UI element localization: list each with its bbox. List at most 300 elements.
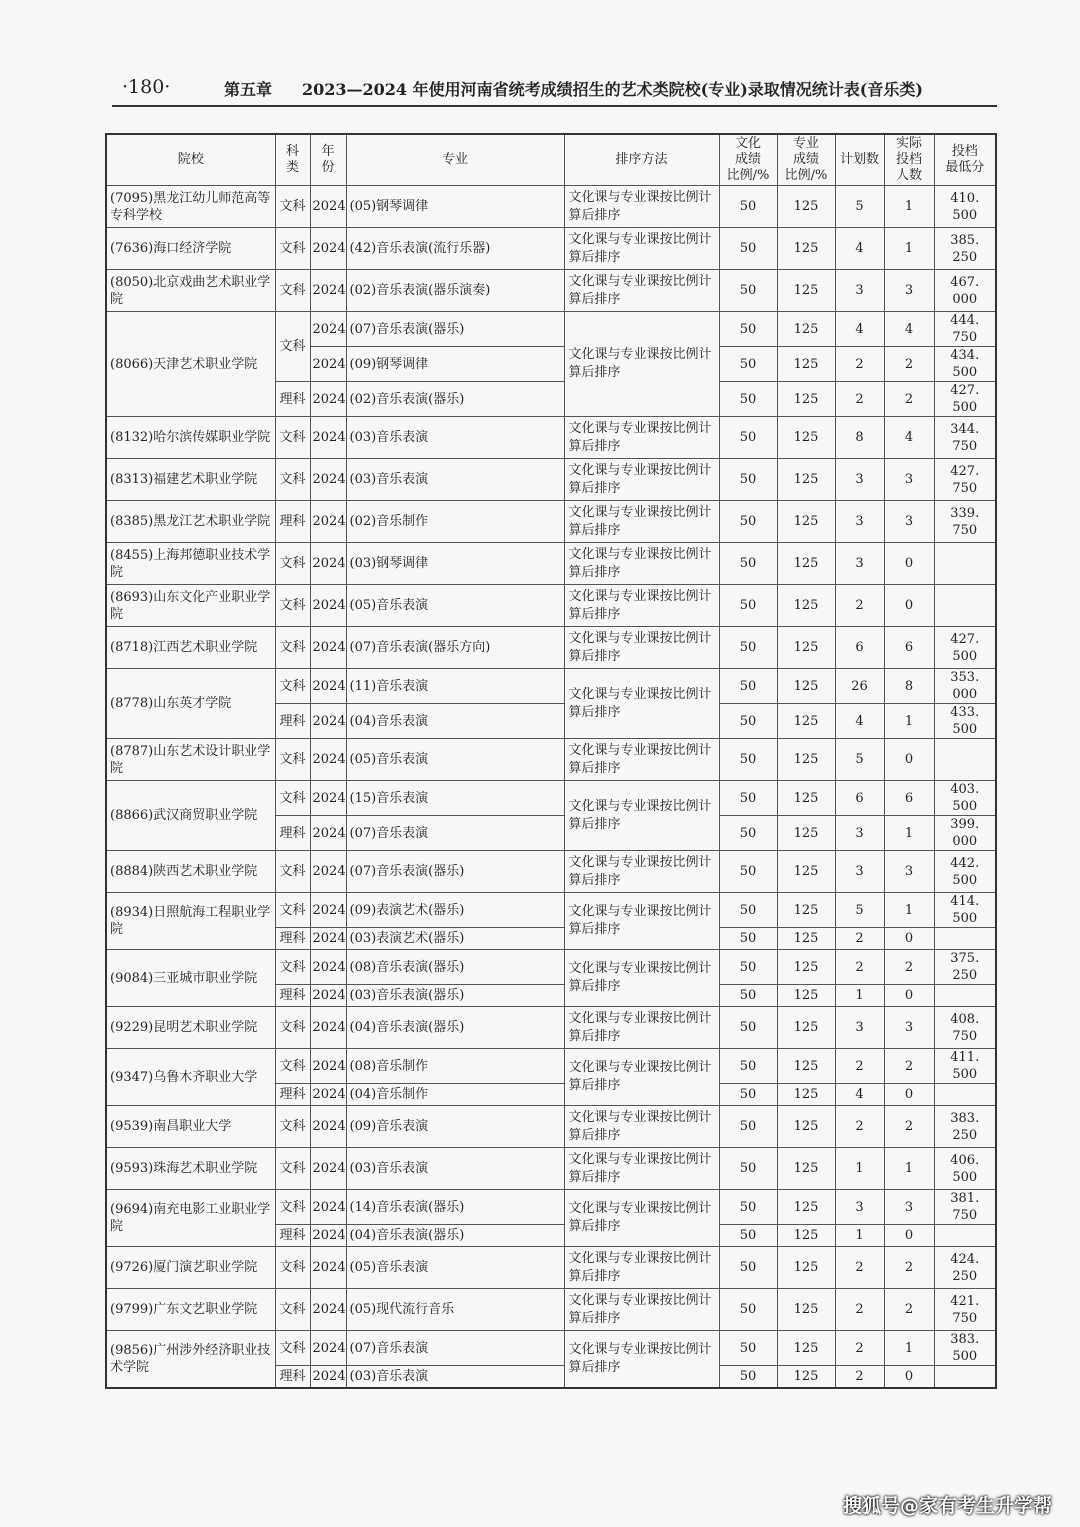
ke-cell: 文科 xyxy=(275,459,310,501)
school-cell: (9229)昆明艺术职业学院 xyxy=(106,1007,275,1049)
plan-cell: 4 xyxy=(835,704,884,739)
table-row xyxy=(106,851,996,893)
plan-cell: 2 xyxy=(835,1289,884,1331)
major-cell: (03)音乐表演 xyxy=(346,1148,564,1190)
plan-cell: 2 xyxy=(835,585,884,627)
culture-ratio-cell: 50 xyxy=(719,270,777,312)
plan-cell: 2 xyxy=(835,928,884,950)
year-cell: 2024 xyxy=(310,1106,346,1148)
plan-cell: 5 xyxy=(835,739,884,781)
method-cell: 文化课与专业课按比例计算后排序 xyxy=(564,1289,719,1331)
method-cell: 文化课与专业课按比例计算后排序 xyxy=(564,270,719,312)
culture-ratio-cell: 50 xyxy=(719,1049,777,1084)
ke-cell: 理科 xyxy=(275,985,310,1007)
culture-ratio-cell: 50 xyxy=(719,816,777,851)
min-score-cell: 467. 000 xyxy=(934,270,996,312)
plan-cell: 4 xyxy=(835,228,884,270)
ke-cell: 文科 xyxy=(275,851,310,893)
page-header xyxy=(112,74,997,104)
culture-ratio-cell: 50 xyxy=(719,1190,777,1225)
table-row xyxy=(106,228,996,270)
ke-cell: 文科 xyxy=(275,669,310,704)
major-ratio-cell: 125 xyxy=(777,851,835,893)
major-ratio-cell: 125 xyxy=(777,543,835,585)
school-cell: (9539)南昌职业大学 xyxy=(106,1106,275,1148)
plan-cell: 2 xyxy=(835,1331,884,1366)
page-title: 2023—2024 年使用河南省统考成绩招生的艺术类院校(专业)录取情况统计表(音乐类) xyxy=(302,80,923,99)
school-cell: (8132)哈尔滨传媒职业学院 xyxy=(106,417,275,459)
year-cell: 2024 xyxy=(310,704,346,739)
col-header-min-score: 投档 最低分 xyxy=(934,134,996,186)
min-score-cell: 411. 500 xyxy=(934,1049,996,1084)
plan-cell: 2 xyxy=(835,1106,884,1148)
min-score-cell xyxy=(934,928,996,950)
culture-ratio-cell: 50 xyxy=(719,186,777,228)
culture-ratio-cell: 50 xyxy=(719,1366,777,1388)
year-cell: 2024 xyxy=(310,1007,346,1049)
culture-ratio-cell: 50 xyxy=(719,1331,777,1366)
actual-cell: 8 xyxy=(884,669,934,704)
ke-cell: 文科 xyxy=(275,1289,310,1331)
method-cell: 文化课与专业课按比例计算后排序 xyxy=(564,228,719,270)
plan-cell: 5 xyxy=(835,186,884,228)
year-cell: 2024 xyxy=(310,585,346,627)
method-cell: 文化课与专业课按比例计算后排序 xyxy=(564,1106,719,1148)
culture-ratio-cell: 50 xyxy=(719,1289,777,1331)
year-cell: 2024 xyxy=(310,627,346,669)
ke-cell: 理科 xyxy=(275,382,310,417)
school-cell: (8693)山东文化产业职业学院 xyxy=(106,585,275,627)
plan-cell: 1 xyxy=(835,1148,884,1190)
ke-cell: 文科 xyxy=(275,950,310,985)
col-header-ke: 科 类 xyxy=(275,134,310,186)
actual-cell: 2 xyxy=(884,1106,934,1148)
culture-ratio-cell: 50 xyxy=(719,704,777,739)
culture-ratio-cell: 50 xyxy=(719,382,777,417)
plan-cell: 2 xyxy=(835,382,884,417)
plan-cell: 2 xyxy=(835,950,884,985)
min-score-cell: 408. 750 xyxy=(934,1007,996,1049)
culture-ratio-cell: 50 xyxy=(719,985,777,1007)
year-cell: 2024 xyxy=(310,851,346,893)
method-cell: 文化课与专业课按比例计算后排序 xyxy=(564,851,719,893)
method-cell: 文化课与专业课按比例计算后排序 xyxy=(564,950,719,1007)
year-cell: 2024 xyxy=(310,1225,346,1247)
culture-ratio-cell: 50 xyxy=(719,928,777,950)
plan-cell: 1 xyxy=(835,1225,884,1247)
watermark-footer: 搜狐号@家有考生升学帮 xyxy=(842,1495,1052,1517)
major-ratio-cell: 125 xyxy=(777,627,835,669)
ke-cell: 文科 xyxy=(275,585,310,627)
col-header-actual: 实际 投档 人数 xyxy=(884,134,934,186)
actual-cell: 0 xyxy=(884,1225,934,1247)
table-row xyxy=(106,270,996,312)
major-ratio-cell: 125 xyxy=(777,893,835,928)
major-ratio-cell: 125 xyxy=(777,347,835,382)
major-ratio-cell: 125 xyxy=(777,501,835,543)
culture-ratio-cell: 50 xyxy=(719,893,777,928)
school-cell: (9084)三亚城市职业学院 xyxy=(106,950,275,1007)
plan-cell: 4 xyxy=(835,312,884,347)
table-row xyxy=(106,1331,996,1366)
school-cell: (8884)陕西艺术职业学院 xyxy=(106,851,275,893)
major-ratio-cell: 125 xyxy=(777,704,835,739)
table-row xyxy=(106,312,996,347)
header-rule xyxy=(112,105,997,107)
method-cell: 文化课与专业课按比例计算后排序 xyxy=(564,459,719,501)
major-ratio-cell: 125 xyxy=(777,382,835,417)
major-ratio-cell: 125 xyxy=(777,1084,835,1106)
plan-cell: 3 xyxy=(835,816,884,851)
major-cell: (03)音乐表演 xyxy=(346,1366,564,1388)
year-cell: 2024 xyxy=(310,816,346,851)
table-row xyxy=(106,1289,996,1331)
plan-cell: 3 xyxy=(835,543,884,585)
min-score-cell: 427. 750 xyxy=(934,459,996,501)
method-cell: 文化课与专业课按比例计算后排序 xyxy=(564,627,719,669)
major-cell: (02)音乐表演(器乐) xyxy=(346,382,564,417)
major-ratio-cell: 125 xyxy=(777,186,835,228)
table-row xyxy=(106,669,996,704)
year-cell: 2024 xyxy=(310,1084,346,1106)
col-header-method: 排序方法 xyxy=(564,134,719,186)
table-row xyxy=(106,1148,996,1190)
major-cell: (02)音乐表演(器乐演奏) xyxy=(346,270,564,312)
actual-cell: 1 xyxy=(884,1148,934,1190)
major-cell: (42)音乐表演(流行乐器) xyxy=(346,228,564,270)
major-cell: (05)音乐表演 xyxy=(346,1247,564,1289)
actual-cell: 0 xyxy=(884,1084,934,1106)
major-ratio-cell: 125 xyxy=(777,1225,835,1247)
plan-cell: 3 xyxy=(835,851,884,893)
min-score-cell: 410. 500 xyxy=(934,186,996,228)
plan-cell: 6 xyxy=(835,781,884,816)
major-cell: (04)音乐表演(器乐) xyxy=(346,1007,564,1049)
year-cell: 2024 xyxy=(310,459,346,501)
major-ratio-cell: 125 xyxy=(777,669,835,704)
ke-cell: 文科 xyxy=(275,893,310,928)
major-cell: (05)现代流行音乐 xyxy=(346,1289,564,1331)
plan-cell: 8 xyxy=(835,417,884,459)
method-cell: 文化课与专业课按比例计算后排序 xyxy=(564,501,719,543)
chapter-label: 第五章 xyxy=(224,80,273,99)
min-score-cell: 444. 750 xyxy=(934,312,996,347)
culture-ratio-cell: 50 xyxy=(719,543,777,585)
major-ratio-cell: 125 xyxy=(777,928,835,950)
actual-cell: 3 xyxy=(884,851,934,893)
plan-cell: 1 xyxy=(835,985,884,1007)
major-cell: (05)钢琴调律 xyxy=(346,186,564,228)
school-cell: (9593)珠海艺术职业学院 xyxy=(106,1148,275,1190)
major-ratio-cell: 125 xyxy=(777,1366,835,1388)
major-cell: (05)音乐表演 xyxy=(346,585,564,627)
method-cell: 文化课与专业课按比例计算后排序 xyxy=(564,312,719,417)
actual-cell: 1 xyxy=(884,228,934,270)
school-cell: (8718)江西艺术职业学院 xyxy=(106,627,275,669)
ke-cell: 文科 xyxy=(275,228,310,270)
major-cell: (03)音乐表演 xyxy=(346,417,564,459)
ke-cell: 理科 xyxy=(275,816,310,851)
actual-cell: 0 xyxy=(884,739,934,781)
actual-cell: 0 xyxy=(884,985,934,1007)
table-row xyxy=(106,1106,996,1148)
actual-cell: 1 xyxy=(884,816,934,851)
major-ratio-cell: 125 xyxy=(777,1106,835,1148)
culture-ratio-cell: 50 xyxy=(719,347,777,382)
min-score-cell: 375. 250 xyxy=(934,950,996,985)
major-cell: (03)钢琴调律 xyxy=(346,543,564,585)
school-cell: (9694)南充电影工业职业学院 xyxy=(106,1190,275,1247)
actual-cell: 2 xyxy=(884,1289,934,1331)
method-cell: 文化课与专业课按比例计算后排序 xyxy=(564,781,719,851)
min-score-cell xyxy=(934,985,996,1007)
ke-cell: 文科 xyxy=(275,1331,310,1366)
actual-cell: 4 xyxy=(884,417,934,459)
min-score-cell: 339. 750 xyxy=(934,501,996,543)
ke-cell: 文科 xyxy=(275,543,310,585)
year-cell: 2024 xyxy=(310,781,346,816)
actual-cell: 2 xyxy=(884,1247,934,1289)
ke-cell: 文科 xyxy=(275,1106,310,1148)
major-cell: (09)音乐表演 xyxy=(346,1106,564,1148)
ke-cell: 文科 xyxy=(275,781,310,816)
actual-cell: 3 xyxy=(884,1007,934,1049)
col-header-plan: 计划数 xyxy=(835,134,884,186)
major-cell: (04)音乐制作 xyxy=(346,1084,564,1106)
min-score-cell: 427. 500 xyxy=(934,382,996,417)
major-ratio-cell: 125 xyxy=(777,816,835,851)
min-score-cell: 434. 500 xyxy=(934,347,996,382)
table-row xyxy=(106,1190,996,1225)
min-score-cell: 421. 750 xyxy=(934,1289,996,1331)
ke-cell: 文科 xyxy=(275,1049,310,1084)
actual-cell: 2 xyxy=(884,347,934,382)
actual-cell: 2 xyxy=(884,382,934,417)
ke-cell: 理科 xyxy=(275,501,310,543)
min-score-cell: 433. 500 xyxy=(934,704,996,739)
year-cell: 2024 xyxy=(310,928,346,950)
min-score-cell: 353. 000 xyxy=(934,669,996,704)
actual-cell: 3 xyxy=(884,1190,934,1225)
culture-ratio-cell: 50 xyxy=(719,1247,777,1289)
major-cell: (09)钢琴调律 xyxy=(346,347,564,382)
year-cell: 2024 xyxy=(310,1366,346,1388)
culture-ratio-cell: 50 xyxy=(719,1106,777,1148)
table-row xyxy=(106,501,996,543)
culture-ratio-cell: 50 xyxy=(719,459,777,501)
min-score-cell xyxy=(934,1366,996,1388)
culture-ratio-cell: 50 xyxy=(719,1084,777,1106)
min-score-cell: 381. 750 xyxy=(934,1190,996,1225)
major-ratio-cell: 125 xyxy=(777,1331,835,1366)
major-ratio-cell: 125 xyxy=(777,1247,835,1289)
plan-cell: 5 xyxy=(835,893,884,928)
plan-cell: 3 xyxy=(835,459,884,501)
year-cell: 2024 xyxy=(310,950,346,985)
table-row xyxy=(106,893,996,928)
min-score-cell: 383. 250 xyxy=(934,1106,996,1148)
major-cell: (07)音乐表演(器乐) xyxy=(346,851,564,893)
school-cell: (8385)黑龙江艺术职业学院 xyxy=(106,501,275,543)
ke-cell: 理科 xyxy=(275,704,310,739)
culture-ratio-cell: 50 xyxy=(719,669,777,704)
year-cell: 2024 xyxy=(310,985,346,1007)
major-ratio-cell: 125 xyxy=(777,985,835,1007)
plan-cell: 3 xyxy=(835,270,884,312)
method-cell: 文化课与专业课按比例计算后排序 xyxy=(564,417,719,459)
major-cell: (03)音乐表演 xyxy=(346,459,564,501)
year-cell: 2024 xyxy=(310,1247,346,1289)
year-cell: 2024 xyxy=(310,186,346,228)
school-cell: (8050)北京戏曲艺术职业学院 xyxy=(106,270,275,312)
major-cell: (04)音乐表演(器乐) xyxy=(346,1225,564,1247)
major-ratio-cell: 125 xyxy=(777,1148,835,1190)
actual-cell: 3 xyxy=(884,501,934,543)
major-cell: (14)音乐表演(器乐) xyxy=(346,1190,564,1225)
major-ratio-cell: 125 xyxy=(777,1190,835,1225)
min-score-cell: 385. 250 xyxy=(934,228,996,270)
min-score-cell xyxy=(934,1084,996,1106)
page-number: ·180· xyxy=(122,76,171,98)
major-cell: (07)音乐表演 xyxy=(346,816,564,851)
actual-cell: 6 xyxy=(884,781,934,816)
major-ratio-cell: 125 xyxy=(777,950,835,985)
plan-cell: 2 xyxy=(835,1247,884,1289)
table-row xyxy=(106,1247,996,1289)
school-cell: (9856)广州涉外经济职业技术学院 xyxy=(106,1331,275,1388)
actual-cell: 4 xyxy=(884,312,934,347)
culture-ratio-cell: 50 xyxy=(719,312,777,347)
actual-cell: 2 xyxy=(884,950,934,985)
major-cell: (04)音乐表演 xyxy=(346,704,564,739)
method-cell: 文化课与专业课按比例计算后排序 xyxy=(564,893,719,950)
school-cell: (9726)厦门演艺职业学院 xyxy=(106,1247,275,1289)
method-cell: 文化课与专业课按比例计算后排序 xyxy=(564,186,719,228)
major-cell: (02)音乐制作 xyxy=(346,501,564,543)
min-score-cell: 406. 500 xyxy=(934,1148,996,1190)
major-ratio-cell: 125 xyxy=(777,417,835,459)
ke-cell: 文科 xyxy=(275,1247,310,1289)
major-ratio-cell: 125 xyxy=(777,585,835,627)
plan-cell: 26 xyxy=(835,669,884,704)
ke-cell: 文科 xyxy=(275,186,310,228)
col-header-culture-ratio: 文化 成绩 比例/% xyxy=(719,134,777,186)
plan-cell: 2 xyxy=(835,347,884,382)
major-cell: (15)音乐表演 xyxy=(346,781,564,816)
year-cell: 2024 xyxy=(310,543,346,585)
min-score-cell: 403. 500 xyxy=(934,781,996,816)
min-score-cell xyxy=(934,543,996,585)
major-ratio-cell: 125 xyxy=(777,270,835,312)
major-cell: (08)音乐表演(器乐) xyxy=(346,950,564,985)
plan-cell: 3 xyxy=(835,1190,884,1225)
ke-cell: 理科 xyxy=(275,1366,310,1388)
major-cell: (03)音乐表演(器乐) xyxy=(346,985,564,1007)
year-cell: 2024 xyxy=(310,1331,346,1366)
school-cell: (8866)武汉商贸职业学院 xyxy=(106,781,275,851)
ke-cell: 文科 xyxy=(275,270,310,312)
method-cell: 文化课与专业课按比例计算后排序 xyxy=(564,1148,719,1190)
ke-cell: 文科 xyxy=(275,1148,310,1190)
table-row xyxy=(106,417,996,459)
ke-cell: 文科 xyxy=(275,1190,310,1225)
actual-cell: 1 xyxy=(884,186,934,228)
major-ratio-cell: 125 xyxy=(777,1289,835,1331)
table-row xyxy=(106,1007,996,1049)
major-cell: (05)音乐表演 xyxy=(346,739,564,781)
year-cell: 2024 xyxy=(310,417,346,459)
min-score-cell: 399. 000 xyxy=(934,816,996,851)
ke-cell: 文科 xyxy=(275,312,310,382)
culture-ratio-cell: 50 xyxy=(719,950,777,985)
actual-cell: 3 xyxy=(884,270,934,312)
method-cell: 文化课与专业课按比例计算后排序 xyxy=(564,585,719,627)
min-score-cell xyxy=(934,1225,996,1247)
ke-cell: 文科 xyxy=(275,627,310,669)
min-score-cell xyxy=(934,739,996,781)
actual-cell: 0 xyxy=(884,543,934,585)
culture-ratio-cell: 50 xyxy=(719,1007,777,1049)
culture-ratio-cell: 50 xyxy=(719,851,777,893)
method-cell: 文化课与专业课按比例计算后排序 xyxy=(564,1007,719,1049)
plan-cell: 3 xyxy=(835,1007,884,1049)
col-header-year: 年 份 xyxy=(310,134,346,186)
table-body xyxy=(106,186,996,1388)
culture-ratio-cell: 50 xyxy=(719,501,777,543)
actual-cell: 2 xyxy=(884,1049,934,1084)
year-cell: 2024 xyxy=(310,1148,346,1190)
culture-ratio-cell: 50 xyxy=(719,228,777,270)
actual-cell: 1 xyxy=(884,704,934,739)
year-cell: 2024 xyxy=(310,270,346,312)
year-cell: 2024 xyxy=(310,228,346,270)
major-cell: (07)音乐表演 xyxy=(346,1331,564,1366)
culture-ratio-cell: 50 xyxy=(719,417,777,459)
year-cell: 2024 xyxy=(310,739,346,781)
ke-cell: 理科 xyxy=(275,928,310,950)
plan-cell: 2 xyxy=(835,1049,884,1084)
year-cell: 2024 xyxy=(310,893,346,928)
ke-cell: 文科 xyxy=(275,1007,310,1049)
school-cell: (7636)海口经济学院 xyxy=(106,228,275,270)
method-cell: 文化课与专业课按比例计算后排序 xyxy=(564,1331,719,1388)
school-cell: (7095)黑龙江幼儿师范高等专科学校 xyxy=(106,186,275,228)
major-ratio-cell: 125 xyxy=(777,228,835,270)
min-score-cell: 442. 500 xyxy=(934,851,996,893)
ke-cell: 文科 xyxy=(275,417,310,459)
admission-table xyxy=(105,133,997,1389)
major-cell: (07)音乐表演(器乐) xyxy=(346,312,564,347)
table-row xyxy=(106,739,996,781)
table-row xyxy=(106,186,996,228)
major-cell: (09)表演艺术(器乐) xyxy=(346,893,564,928)
major-ratio-cell: 125 xyxy=(777,459,835,501)
major-cell: (08)音乐制作 xyxy=(346,1049,564,1084)
table-header-row xyxy=(106,134,996,186)
year-cell: 2024 xyxy=(310,347,346,382)
ke-cell: 文科 xyxy=(275,739,310,781)
year-cell: 2024 xyxy=(310,1289,346,1331)
major-cell: (11)音乐表演 xyxy=(346,669,564,704)
school-cell: (8066)天津艺术职业学院 xyxy=(106,312,275,417)
plan-cell: 2 xyxy=(835,1366,884,1388)
ke-cell: 理科 xyxy=(275,1084,310,1106)
school-cell: (9799)广东文艺职业学院 xyxy=(106,1289,275,1331)
table-row xyxy=(106,543,996,585)
table-row xyxy=(106,781,996,816)
school-cell: (8313)福建艺术职业学院 xyxy=(106,459,275,501)
min-score-cell: 383. 500 xyxy=(934,1331,996,1366)
